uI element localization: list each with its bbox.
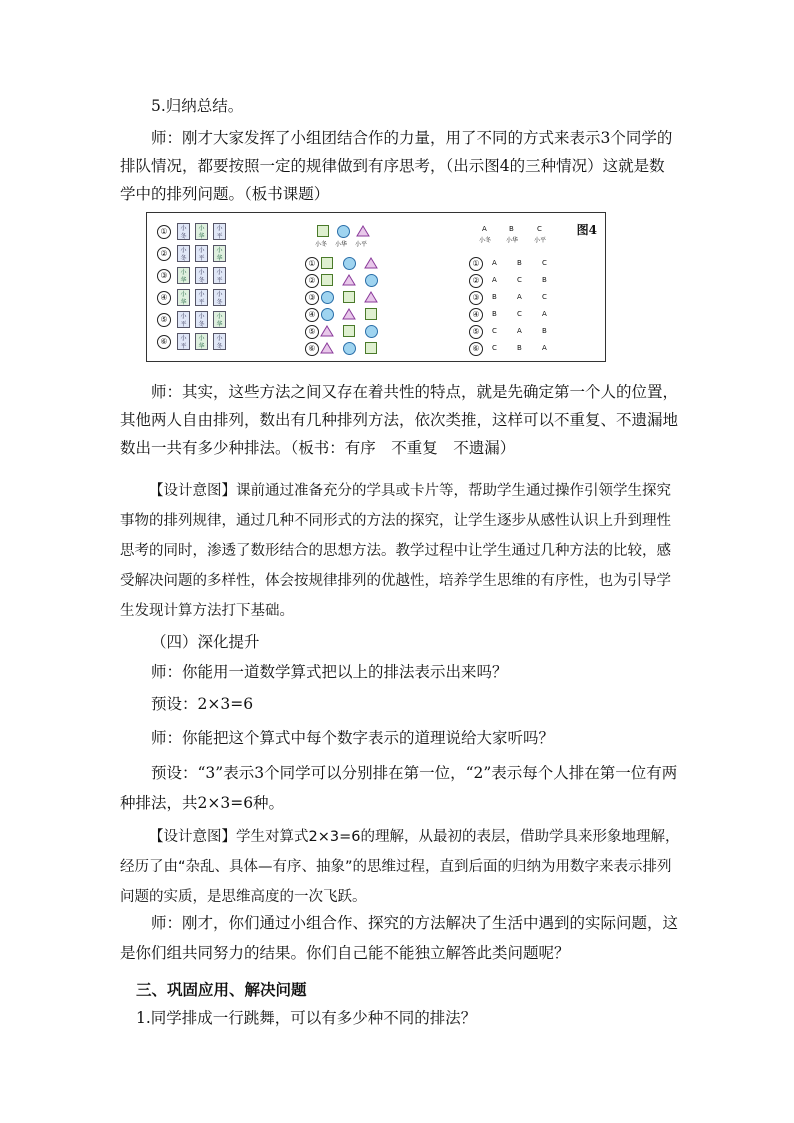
letter-cell: A [542,310,547,318]
paragraph-preset-2: 预设：“3”表示3个同学可以分别排在第一位，“2”表示每个人排在第一位有两种排法，共2×3=6种。 [120,764,678,812]
paragraph-teacher-4: 师：你能把这个算式中每个数字表示的道理说给大家听吗？ [151,729,555,747]
shape-row-label: ④ [305,308,319,322]
triangle-icon [320,325,334,337]
letter-cell: A [542,344,547,352]
square-icon [365,308,377,320]
paragraph-design-intent-2: 【设计意图】学生对算式2×3=6的理解，从最初的表层，借助学具来形象地理解，经历了由“杂乱、具体—有序、抽象”的思维过程，直到后面的归纳为用数字来表示排列问题的实质，是思维高度的一次飞跃。 [120,829,680,905]
letter-row-label: ④ [469,308,483,322]
letter-cell: C [542,259,547,267]
circle-header-icon [337,225,350,238]
triangle-shape [321,326,333,336]
circle-icon [365,325,378,338]
name-card-text: 小平 [216,225,223,240]
square-icon [343,325,355,337]
name-card [213,267,226,284]
name-card-text: 小冬 [180,247,187,262]
figure-label: 图4 [576,223,597,237]
name-card-text: 小华 [216,313,223,328]
name-card-text: 小平 [180,335,187,350]
circle-icon [343,342,356,355]
square-icon [343,291,355,303]
letter-cell: B [517,344,522,352]
name-card-text: 小平 [216,269,223,284]
shape-row-label: ⑥ [305,342,319,356]
card-row-label: ② [157,247,171,261]
letter-cell: B [492,293,497,301]
name-card [195,311,208,328]
paragraph-teacher-3: 师：你能用一道数学算式把以上的排法表示出来吗？ [151,663,508,681]
name-card-text: 小冬 [180,225,187,240]
letter-cell: A [492,276,497,284]
name-card-text: 小华 [180,269,187,284]
triangle-shape [357,226,369,236]
paragraph-section-deepen: （四）深化提升 [151,633,260,651]
letter-row-label: ① [469,257,483,271]
paragraph-teacher-1: 师：刚才大家发挥了小组团结合作的力量，用了不同的方式来表示3个同学的排队情况，都要按照一定的规律做到有序思考，（出示图4的三种情况）这就是数学中的排列问题。（板书课题） [120,129,673,203]
circle-icon [321,308,334,321]
letter-header: A [482,225,487,233]
triangle-header-icon [356,225,370,237]
paragraph-exercise-1: 1.同学排成一行跳舞，可以有多少种不同的排法？ [136,1009,477,1027]
name-card [213,311,226,328]
section-heading-consolidate: 三、巩固应用、解决问题 [136,980,307,999]
letter-cell: C [517,276,522,284]
triangle-shape [343,309,355,319]
letter-cell: B [542,276,547,284]
circle-icon [365,274,378,287]
triangle-shape [365,258,377,268]
letter-row-label: ⑤ [469,325,483,339]
letter-cell: C [542,293,547,301]
name-card-text: 小华 [180,291,187,306]
letter-cell: A [517,327,522,335]
card-row-label: ⑥ [157,335,171,349]
letter-row-label: ② [469,274,483,288]
letter-cell: C [492,327,497,335]
name-card-text: 小华 [198,225,205,240]
square-header-icon [317,225,329,237]
letter-header-name: 小冬 [479,237,492,244]
paragraph-teacher-5: 师：刚才，你们通过小组合作、探究的方法解决了生活中遇到的实际问题，这是你们组共同努力的结果。你们自己能不能独立解答此类问题呢？ [120,914,679,962]
shape-header-name: 小冬 [315,241,328,248]
shape-row-label: ① [305,257,319,271]
triangle-shape [365,292,377,302]
square-icon [321,274,333,286]
name-card-text: 小平 [180,313,187,328]
name-card-text: 小冬 [198,269,205,284]
letter-header-name: 小华 [506,237,519,244]
name-card [213,245,226,262]
name-card [195,267,208,284]
letter-header-name: 小平 [534,237,547,244]
paragraph-design-intent-1: 【设计意图】课前通过准备充分的学具或卡片等，帮助学生通过操作引领学生探究事物的排列规律，通过几种不同形式的方法的探究，让学生逐步从感性认识上升到理性思考的同时，渗透了数形结合的思想方法。教学过程中让学生通过几种方法的比较，感受解决问题的多样性，体会按规律排列的优越性，培养学生思维的有序性，也为引导学生发现计算方法打下基础。 [120,483,671,619]
triangle-icon [364,291,378,303]
triangle-shape [343,275,355,285]
square-icon [321,257,333,269]
name-card [195,223,208,240]
name-card [195,289,208,306]
letter-header: B [509,225,514,233]
name-card-text: 小冬 [216,291,223,306]
name-card-text: 小平 [198,247,205,262]
paragraph-summary-heading: 5.归纳总结。 [151,97,244,115]
shape-header-name: 小华 [335,241,348,248]
name-card [177,223,190,240]
name-card-text: 小冬 [216,335,223,350]
letter-header: C [537,225,542,233]
shape-header-name: 小平 [355,241,368,248]
name-card [213,289,226,306]
shape-row-label: ② [305,274,319,288]
paragraph-preset-1: 预设：2×3=6 [151,695,254,713]
triangle-icon [342,308,356,320]
name-card-text: 小冬 [198,313,205,328]
triangle-icon [342,274,356,286]
name-card [177,333,190,350]
name-card-text: 小平 [198,291,205,306]
name-card [195,333,208,350]
shape-row-label: ⑤ [305,325,319,339]
circle-icon [321,291,334,304]
paragraph-teacher-2: 师：其实，这些方法之间又存在着共性的特点，就是先确定第一个人的位置，其他两人自由排列，数出有几种排列方法，依次类推，这样可以不重复、不遗漏地数出一共有多少种排法。（板书：有序 不重复 不遗漏） [120,383,679,457]
shape-row-label: ③ [305,291,319,305]
card-row-label: ③ [157,269,171,283]
letter-cell: C [492,344,497,352]
card-row-label: ④ [157,291,171,305]
name-card [213,223,226,240]
triangle-icon [364,257,378,269]
triangle-shape [321,343,333,353]
name-card [195,245,208,262]
figure-4 [146,212,606,362]
name-card-text: 小华 [198,335,205,350]
card-row-label: ⑤ [157,313,171,327]
name-card [177,311,190,328]
card-row-label: ① [157,225,171,239]
name-card [177,267,190,284]
letter-cell: B [542,327,547,335]
letter-cell: C [517,310,522,318]
letter-row-label: ③ [469,291,483,305]
name-card [213,333,226,350]
name-card [177,245,190,262]
letter-row-label: ⑥ [469,342,483,356]
name-card-text: 小华 [216,247,223,262]
square-icon [365,342,377,354]
letter-cell: B [517,259,522,267]
circle-icon [343,257,356,270]
name-card [177,289,190,306]
letter-cell: A [492,259,497,267]
letter-cell: B [492,310,497,318]
letter-cell: A [517,293,522,301]
triangle-icon [320,342,334,354]
